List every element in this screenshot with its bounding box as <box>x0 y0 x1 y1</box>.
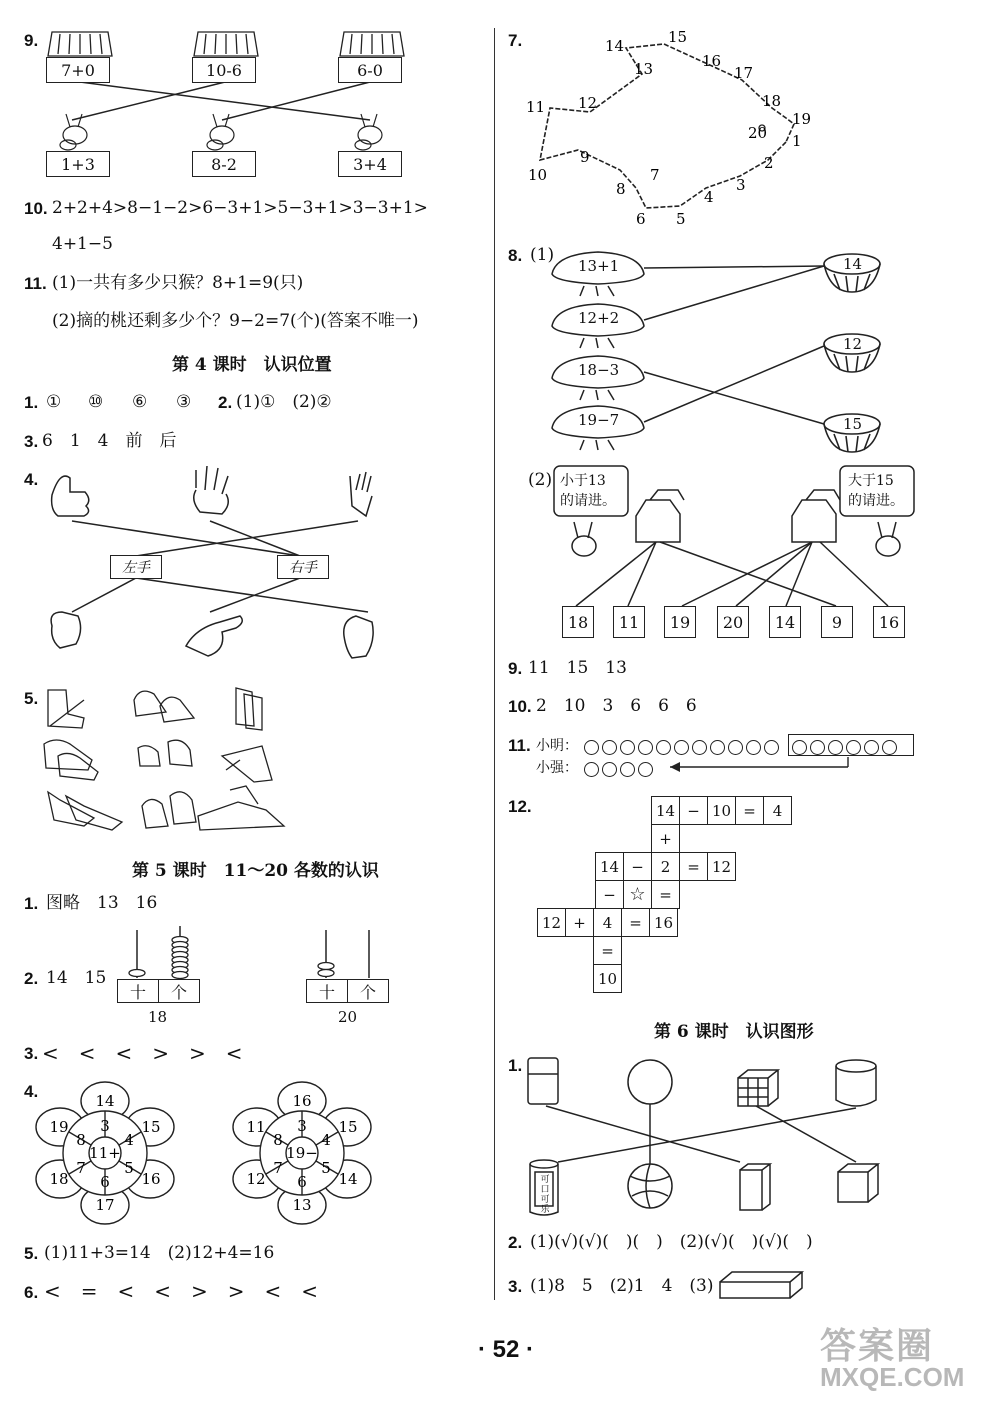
flower2-outer-lr: 14 <box>338 1170 358 1188</box>
l5q5-number: 5. <box>24 1244 39 1263</box>
xiaoming-label: 小明： <box>536 738 578 754</box>
svg-text:19: 19 <box>792 110 812 128</box>
q9-top-box-2: 10-6 <box>192 57 256 83</box>
q11-part2: (2)摘的桃还剩多少个？9−2=7(个)(答案不唯一) <box>52 311 419 331</box>
l5q3-number: 3. <box>24 1044 39 1063</box>
bubble-right-line1: 大于15 <box>848 473 894 489</box>
q12-plus: + <box>651 824 680 853</box>
svg-text:9: 9 <box>580 148 590 166</box>
left-hand-label: 左手 <box>110 555 162 579</box>
q11-part1: (1)一共有多少只猴？8+1=9(只) <box>52 273 304 293</box>
flower1-inner-top: 3 <box>100 1117 110 1135</box>
flower1-inner-bottom: 6 <box>100 1173 110 1191</box>
q10-line2: 4+1−5 <box>52 234 113 254</box>
r-q11-number: 11. <box>508 736 531 755</box>
svg-text:2: 2 <box>764 154 774 172</box>
r-q12-number: 12. <box>508 797 532 816</box>
abacus2-ones: 个 <box>347 979 389 1003</box>
svg-text:20: 20 <box>748 124 768 142</box>
l4q1-answer-4: ③ <box>176 392 192 412</box>
watermark-logo: 答案圈 <box>820 1325 935 1366</box>
l4q1-answer-2: ⑩ <box>88 392 104 412</box>
flower2-inner-ur: 4 <box>321 1131 331 1149</box>
l5q3-answer: < < < > > < <box>42 1041 243 1065</box>
xiaoqiang-label: 小强： <box>536 760 578 776</box>
can-label: 可口可乐 <box>540 1175 550 1215</box>
r-q8-part1: (1) <box>530 245 555 265</box>
r-q7-number: 7. <box>508 31 523 50</box>
q11-number: 11. <box>24 274 47 293</box>
svg-text:15: 15 <box>668 28 688 46</box>
house-number-4: 20 <box>717 606 749 638</box>
r-q8-part2: (2) <box>528 470 553 490</box>
flower1-outer-ul: 19 <box>49 1118 69 1136</box>
r-q9-answer: 11 15 13 <box>528 658 627 678</box>
q12-eq1: = <box>651 880 680 909</box>
flower1-inner-ul: 8 <box>76 1131 86 1149</box>
flower2-inner-ul: 8 <box>273 1131 283 1149</box>
watermark-url: MXQE.COM <box>820 1362 965 1392</box>
l5q1-answer: 图略 13 16 <box>46 893 158 913</box>
svg-text:6: 6 <box>636 210 646 228</box>
svg-text:5: 5 <box>676 210 686 228</box>
flower1-outer-bottom: 17 <box>95 1196 115 1214</box>
flower1-outer-ur: 15 <box>141 1118 161 1136</box>
l6q1-number: 1. <box>508 1056 523 1075</box>
q12-r1-c1: 14 <box>651 796 680 825</box>
flower2-inner-bottom: 6 <box>297 1173 307 1191</box>
svg-text:17: 17 <box>734 64 754 82</box>
lesson5-title: 第 5 课时 11～20 各数的认识 <box>132 861 379 881</box>
lesson6-title: 第 6 课时 认识图形 <box>654 1022 814 1042</box>
right-hand-label: 右手 <box>277 555 329 579</box>
house-number-2: 11 <box>613 606 645 638</box>
star-icon: ☆ <box>623 880 652 909</box>
house-number-3: 19 <box>664 606 696 638</box>
svg-text:14: 14 <box>605 37 625 55</box>
q12-r2-c1: 14 <box>595 852 624 881</box>
l5q2-answer: 14 15 <box>46 968 107 988</box>
flower1-outer-top: 14 <box>95 1092 115 1110</box>
svg-text:13: 13 <box>634 60 654 78</box>
page-number: · 52 · <box>478 1336 535 1363</box>
l4q3-number: 3. <box>24 432 39 451</box>
flower2-outer-ur: 15 <box>338 1118 358 1136</box>
r-q8-number: 8. <box>508 246 523 265</box>
svg-text:11: 11 <box>526 98 546 116</box>
l5q6-number: 6. <box>24 1283 39 1302</box>
bubble-right-line2: 的请进。 <box>848 493 904 509</box>
q9-top-box-1: 7+0 <box>46 57 110 83</box>
house-number-5: 14 <box>769 606 801 638</box>
q9-top-box-3: 6-0 <box>338 57 402 83</box>
q12-r3-c2: + <box>565 908 594 937</box>
flower1-outer-lr: 16 <box>141 1170 161 1188</box>
l4q1-answer-1: ① <box>46 392 62 412</box>
l5q2-number: 2. <box>24 969 39 988</box>
basket-1: 14 <box>843 255 863 273</box>
flower1-outer-ll: 18 <box>49 1170 69 1188</box>
q12-r2-c3: 2 <box>651 852 680 881</box>
q9-bottom-box-3: 3+4 <box>338 151 402 177</box>
l4q1-answer-3: ⑥ <box>132 392 148 412</box>
l6q3-answer: (1)8 5 (2)1 4 (3) <box>530 1276 714 1296</box>
q12-r1-c2: − <box>679 796 708 825</box>
q12-eq2: = <box>593 936 622 965</box>
q12-minus: − <box>595 880 624 909</box>
q10-number: 10. <box>24 199 48 218</box>
l4q2-number: 2. <box>218 393 233 412</box>
flower2-inner-ll: 7 <box>273 1159 283 1177</box>
q12-r1-c4: = <box>735 796 764 825</box>
l6q2-number: 2. <box>508 1233 523 1252</box>
flower1-inner-lr: 5 <box>124 1159 134 1177</box>
mushroom-2: 12+2 <box>578 309 620 327</box>
q12-bottom: 10 <box>593 964 622 993</box>
svg-text:12: 12 <box>578 94 598 112</box>
flower2-outer-top: 16 <box>292 1092 312 1110</box>
q12-r3-c1: 12 <box>537 908 566 937</box>
q9-bottom-box-1: 1+3 <box>46 151 110 177</box>
flower2-center: 19− <box>286 1144 318 1162</box>
l4q4-number: 4. <box>24 470 39 489</box>
flower2-inner-lr: 5 <box>321 1159 331 1177</box>
house-number-1: 18 <box>562 606 594 638</box>
svg-text:1: 1 <box>792 132 802 150</box>
svg-text:10: 10 <box>528 166 548 184</box>
l5q1-number: 1. <box>24 894 39 913</box>
q12-r2-c2: − <box>623 852 652 881</box>
mushroom-1: 13+1 <box>578 257 620 275</box>
flower2-outer-bottom: 13 <box>292 1196 312 1214</box>
flower1-inner-ur: 4 <box>124 1131 134 1149</box>
q9-bottom-box-2: 8-2 <box>192 151 256 177</box>
flower1-inner-ll: 7 <box>76 1159 86 1177</box>
svg-text:8: 8 <box>616 180 626 198</box>
bubble-left-line2: 的请进。 <box>560 493 616 509</box>
svg-text:16: 16 <box>702 52 722 70</box>
l4q3-answer: 6 1 4 前 后 <box>42 431 177 451</box>
q12-r2-c5: 12 <box>707 852 736 881</box>
q12-r3-c4: = <box>621 908 650 937</box>
l5q5-answer: (1)11+3=14 (2)12+4=16 <box>44 1243 275 1263</box>
q9-number: 9. <box>24 31 39 50</box>
abacus1-tens: 十 <box>117 979 159 1003</box>
house-number-6: 9 <box>821 606 853 638</box>
lesson4-title: 第 4 课时 认识位置 <box>172 355 332 375</box>
abacus1-value: 18 <box>148 1008 168 1026</box>
l4q5-number: 5. <box>24 689 39 708</box>
r-q10-answer: 2 10 3 6 6 6 <box>536 696 697 716</box>
bubble-left-line1: 小于13 <box>560 473 606 489</box>
flat-cuboid-icon <box>720 1272 802 1298</box>
flower2-outer-ul: 11 <box>246 1118 266 1136</box>
mushroom-3: 18−3 <box>578 361 620 379</box>
l5q4-number: 4. <box>24 1082 39 1101</box>
q12-r2-c4: = <box>679 852 708 881</box>
svg-text:3: 3 <box>736 176 746 194</box>
abacus2-value: 20 <box>338 1008 358 1026</box>
svg-text:7: 7 <box>650 166 660 184</box>
q12-r1-c5: 4 <box>763 796 792 825</box>
r-q9-number: 9. <box>508 659 523 678</box>
flower2-outer-ll: 12 <box>246 1170 266 1188</box>
svg-text:18: 18 <box>762 92 782 110</box>
basket-3: 15 <box>843 415 863 433</box>
abacus1-ones: 个 <box>158 979 200 1003</box>
mushroom-4: 19−7 <box>578 411 620 429</box>
l4q1-number: 1. <box>24 393 39 412</box>
q10-line1: 2+2+4>8−1−2>6−3+1>5−3+1>3−3+1> <box>52 198 428 218</box>
l5q6-answer: < = < < > > < < <box>44 1279 319 1303</box>
l6q2-answer: (1)(√)(√)( )( ) (2)(√)( )(√)( ) <box>530 1232 813 1252</box>
flower1-center: 11+ <box>89 1144 121 1162</box>
l4q2-answer: (1)① (2)② <box>236 392 332 412</box>
flower2-inner-top: 3 <box>297 1117 307 1135</box>
q12-r3-c3: 4 <box>593 908 622 937</box>
l6q3-number: 3. <box>508 1277 523 1296</box>
house-number-7: 16 <box>873 606 905 638</box>
basket-2: 12 <box>843 335 863 353</box>
svg-text:4: 4 <box>704 188 714 206</box>
q12-r1-c3: 10 <box>707 796 736 825</box>
q12-r3-c5: 16 <box>649 908 678 937</box>
r-q10-number: 10. <box>508 697 532 716</box>
abacus2-tens: 十 <box>306 979 348 1003</box>
